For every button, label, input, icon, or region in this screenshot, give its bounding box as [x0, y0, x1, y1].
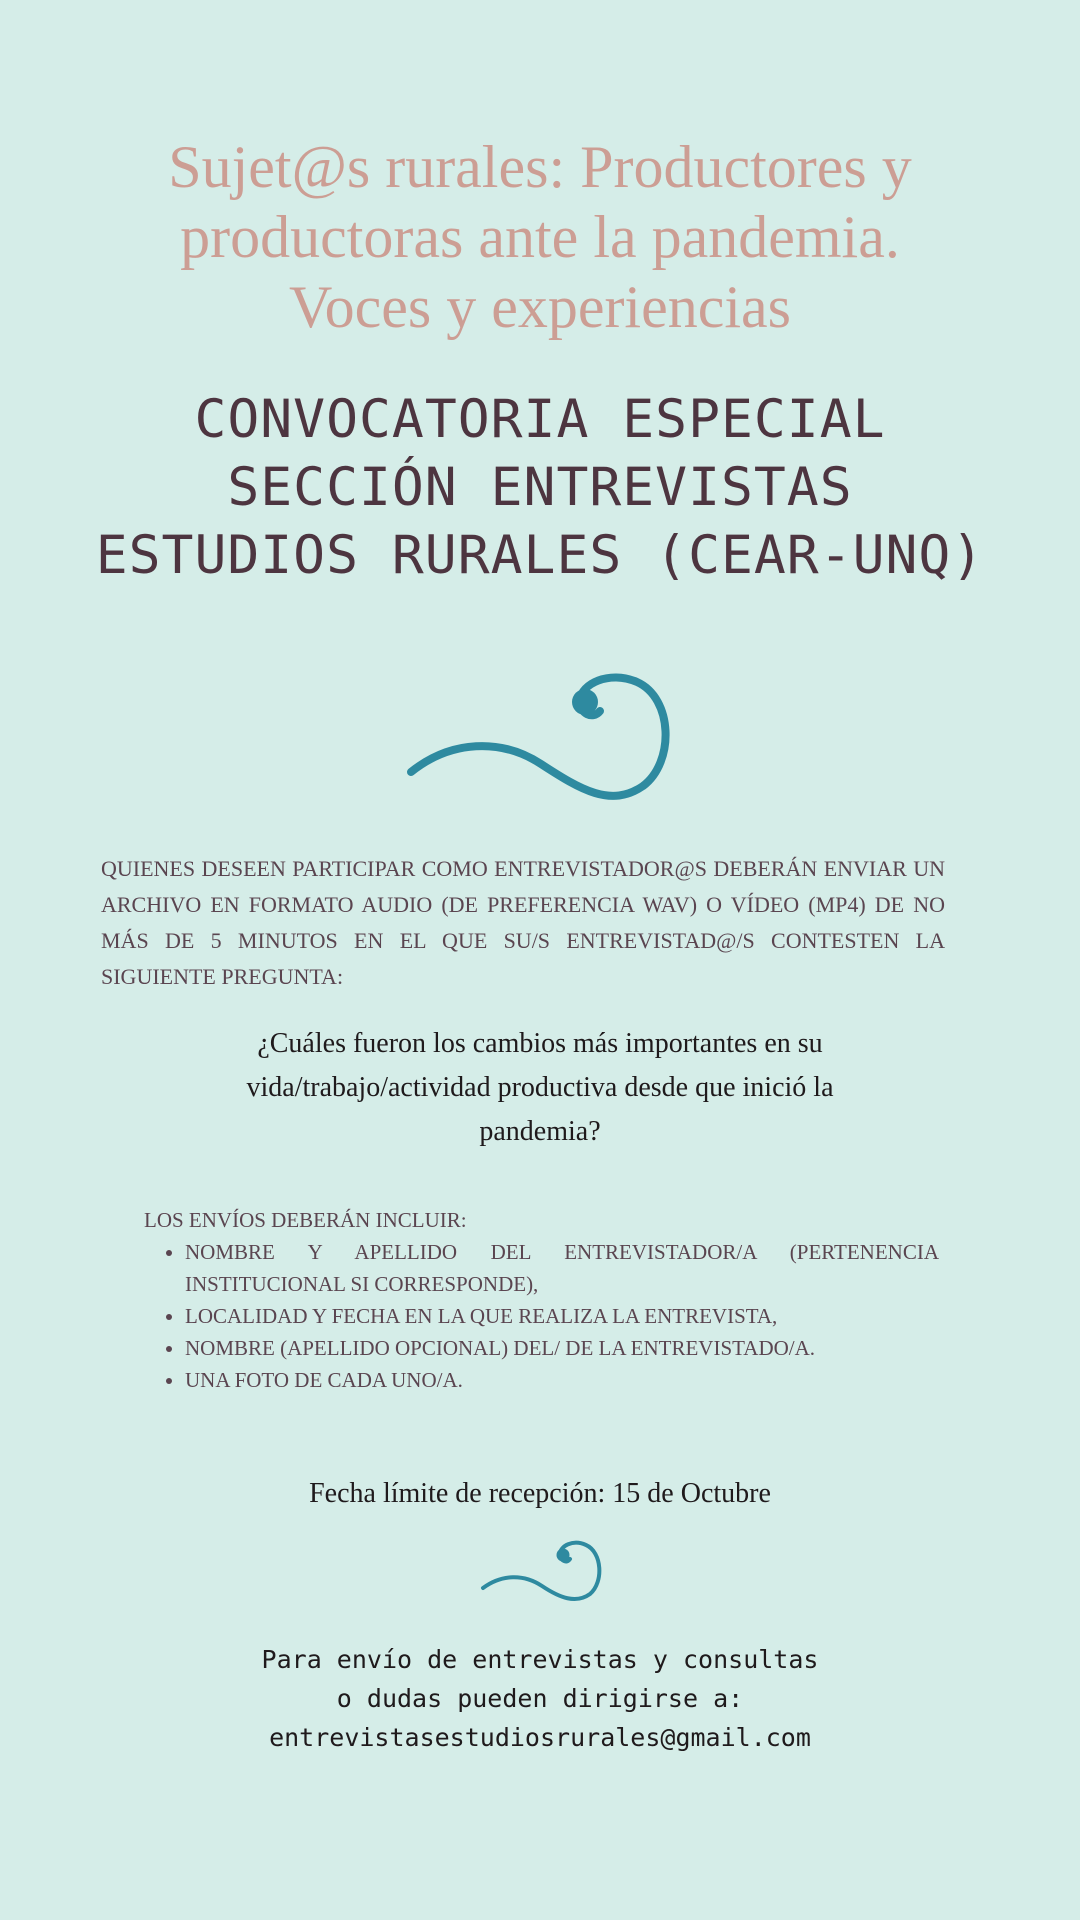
requirements-heading: LOS ENVÍOS DEBERÁN INCLUIR: — [144, 1208, 467, 1232]
title-line-3: Voces y experiencias — [288, 274, 792, 340]
deadline-text: Fecha límite de recepción: 15 de Octubre — [309, 1478, 771, 1509]
requirements-section — [144, 1204, 939, 1396]
intro-paragraph: QUIENES DESEEN PARTICIPAR COMO ENTREVISTADOR@S DEBERÁN ENVIAR UN ARCHIVO EN FORMATO AUDIO (DE PREFERENCIA WAV) O VÍDEO (MP4) DE NO MÁS DE 5 MINUTOS EN EL QUE SU/S ENTREVISTAD@/S CONTESTEN LA SIGUIENTE PREGUNTA: — [101, 856, 945, 989]
requirements-list — [144, 1236, 939, 1396]
question-line-1: ¿Cuáles fueron los cambios más importantes en su — [257, 1028, 823, 1059]
question-line-2: vida/trabajo/actividad productiva desde que inició la — [246, 1072, 834, 1103]
call-heading-line-2: SECCIÓN ENTREVISTAS — [227, 457, 853, 518]
requirement-item: • LOCALIDAD Y FECHA EN LA QUE REALIZA LA ENTREVISTA, — [185, 1300, 939, 1332]
contact-email[interactable]: entrevistasestudiosrurales@gmail.com — [269, 1723, 811, 1752]
swirl-icon — [480, 1538, 604, 1604]
contact-info — [0, 1640, 1080, 1757]
question-text — [0, 1022, 1080, 1154]
contact-line-2: o dudas pueden dirigirse a: — [336, 1684, 744, 1713]
call-heading — [0, 386, 1080, 590]
title-line-2: productoras ante la pandemia. — [180, 204, 900, 270]
swirl-icon — [405, 668, 675, 808]
requirement-item: • NOMBRE Y APELLIDO DEL ENTREVISTADOR/A (PERTENENCIA INSTITUCIONAL SI CORRESPONDE), — [185, 1236, 939, 1300]
requirement-item: • UNA FOTO DE CADA UNO/A. — [185, 1364, 939, 1396]
call-heading-line-3: ESTUDIOS RURALES (CEAR-UNQ) — [95, 525, 985, 586]
requirement-item: • NOMBRE (APELLIDO OPCIONAL) DEL/ DE LA ENTREVISTADO/A. — [185, 1332, 939, 1364]
contact-line-1: Para envío de entrevistas y consultas — [261, 1645, 819, 1674]
title-line-1: Sujet@s rurales: Productores y — [168, 134, 912, 200]
question-line-3: pandemia? — [479, 1116, 601, 1147]
page-title — [0, 132, 1080, 342]
call-heading-line-1: CONVOCATORIA ESPECIAL — [194, 389, 886, 450]
